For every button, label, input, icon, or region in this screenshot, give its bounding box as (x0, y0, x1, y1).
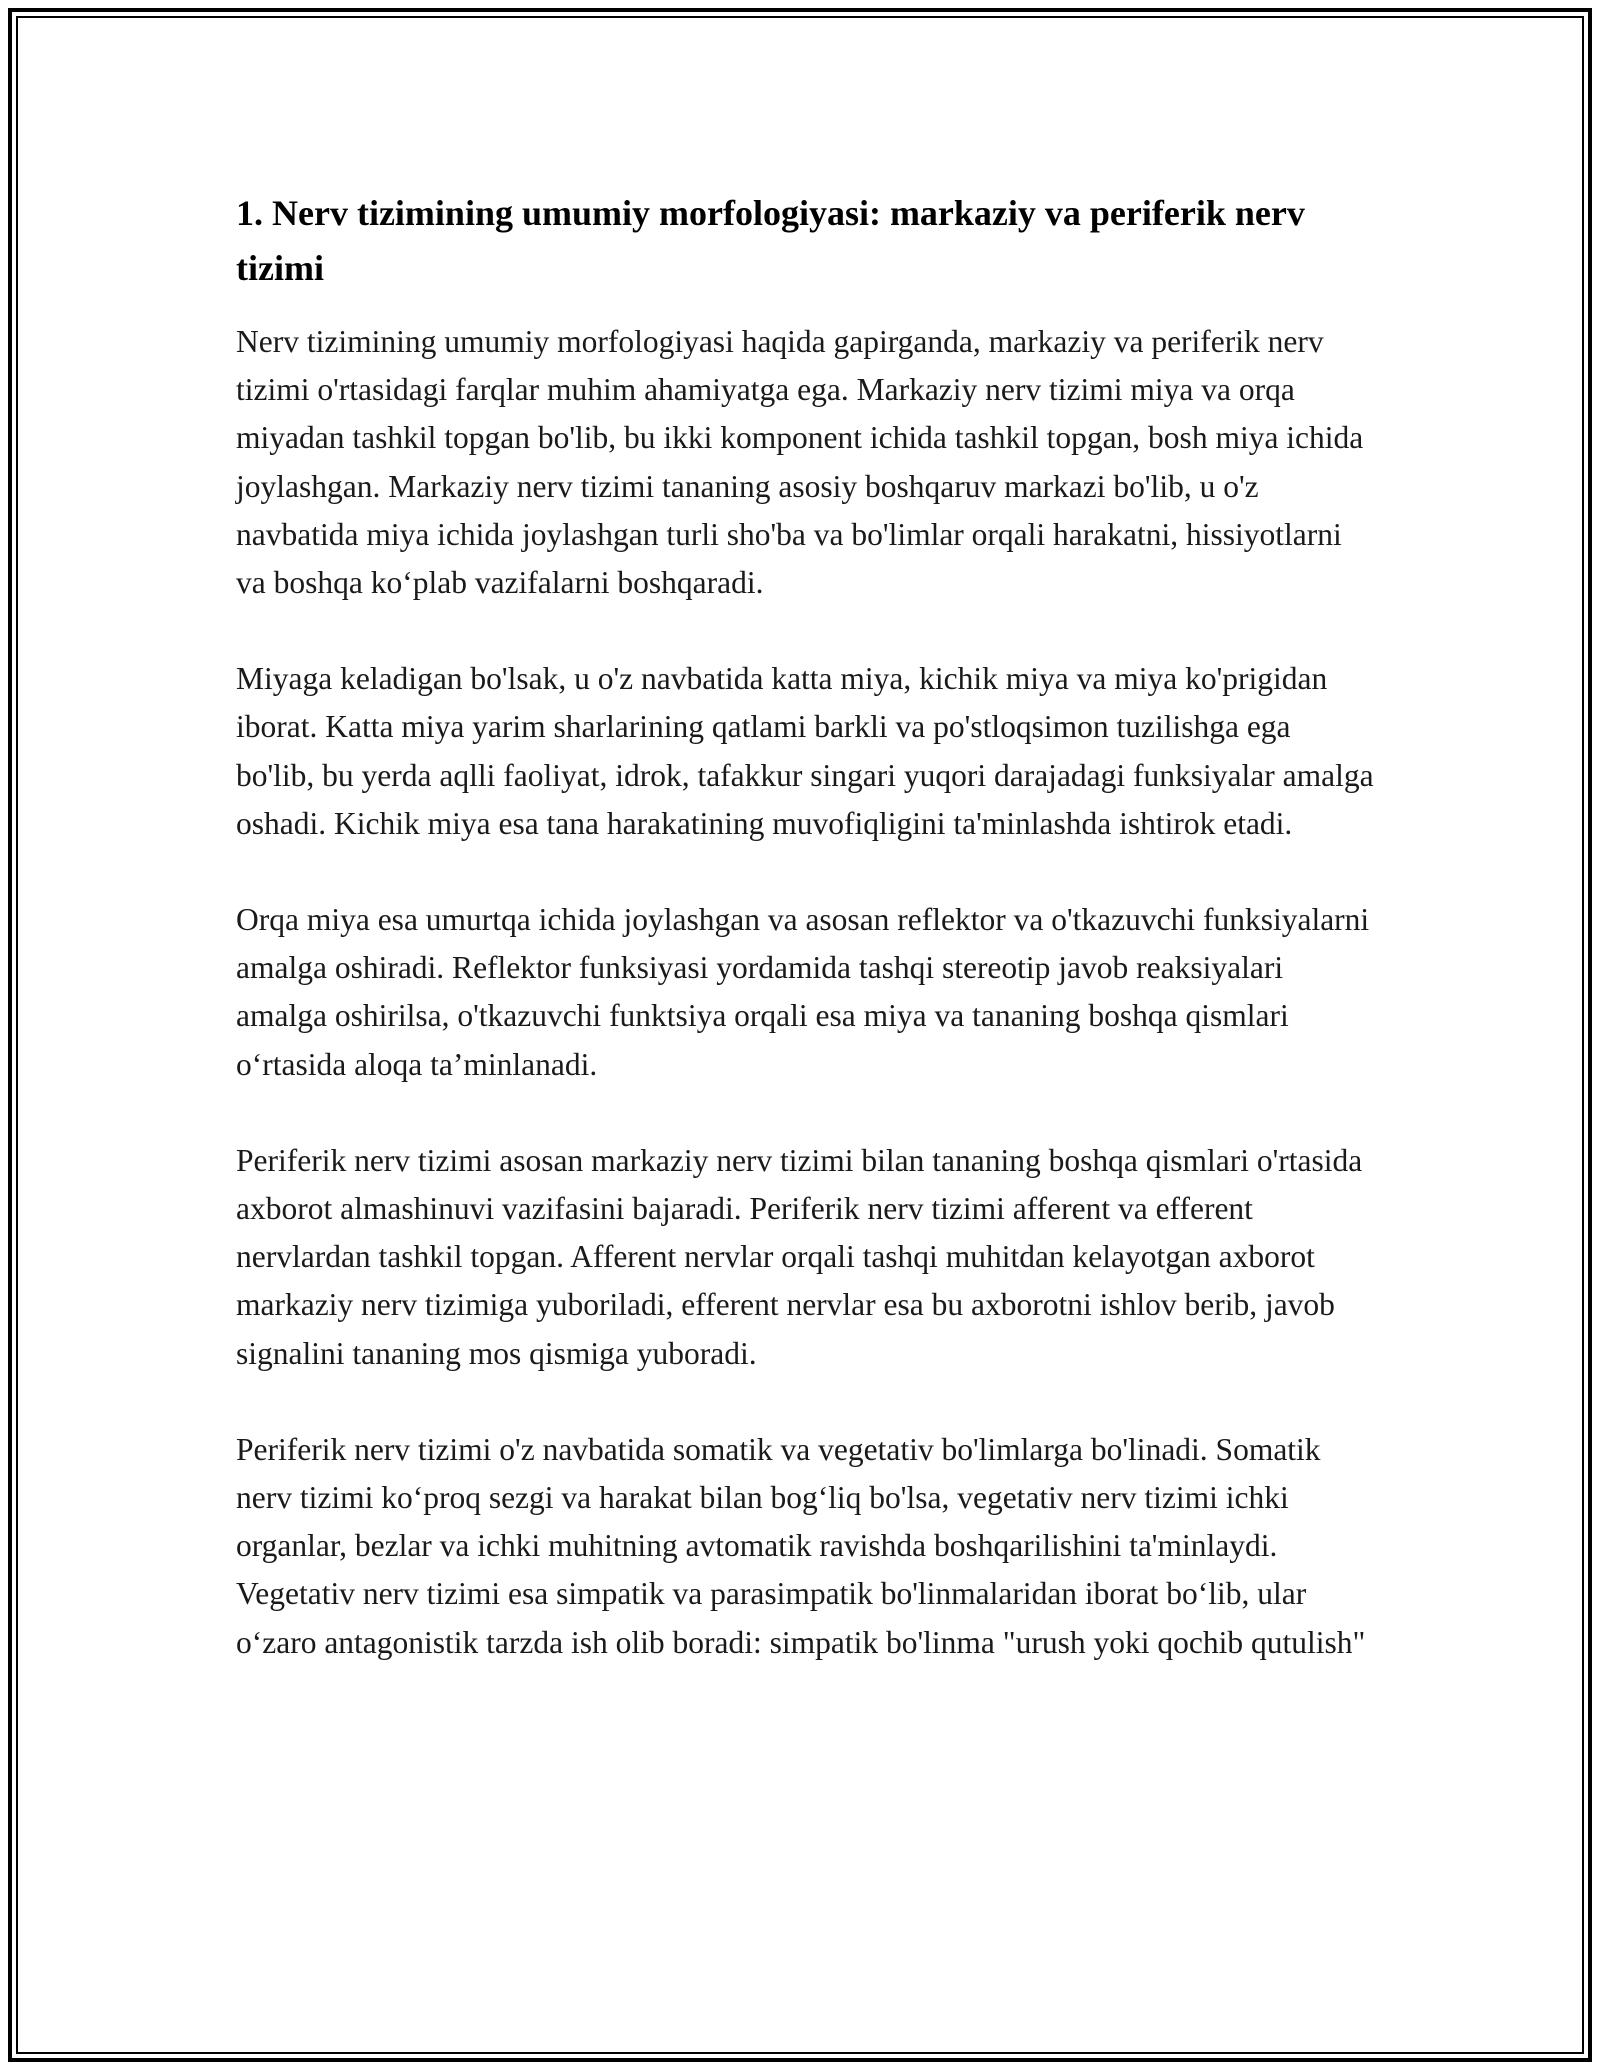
document-body (236, 186, 1376, 1667)
section-heading: 1. Nerv tizimining umumiy morfologiyasi: markaziy va periferik nerv tizimi (236, 193, 1305, 288)
paragraph-spinal-cord: Orqa miya esa umurtqa ichida joylashgan va asosan reflektor va o'tkazuvchi funksiyalarni amalga oshiradi. Reflektor funksiyasi yordamida tashqi stereotip javob reaksiyalari amalga oshirilsa, o'tkazuvchi funktsiya orqali esa miya va tananing boshqa qismlari o‘rtasida aloqa ta’minlanadi. (236, 902, 1370, 1082)
paragraph-somatic-vegetative: Periferik nerv tizimi o'z navbatida somatik va vegetativ bo'limlarga bo'linadi. Somatik nerv tizimi ko‘proq sezgi va harakat bilan bog‘liq bo'lsa, vegetativ nerv tizimi ichki organlar, bezlar va ichki muhitning avtomatik ravishda boshqarilishini ta'minlaydi. Vegetativ nerv tizimi esa simpatik va parasimpatik bo'linmalaridan iborat bo‘lib, ular o‘zaro antagonistik tarzda ish olib boradi: simpatik bo'linma "urush yoki qochib qutulish" (236, 1431, 1366, 1660)
paragraph-central-nervous-system: Nerv tizimining umumiy morfologiyasi haqida gapirganda, markaziy va periferik nerv tizimi o'rtasidagi farqlar muhim ahamiyatga ega. Markaziy nerv tizimi miya va orqa miyadan tashkil topgan bo'lib, bu ikki komponent ichida tashkil topgan, bosh miya ichida joylashgan. Markaziy nerv tizimi tananing asosiy boshqaruv markazi bo'lib, u o'z navbatida miya ichida joylashgan turli sho'ba va bo'limlar orqali harakatni, hissiyotlarni va boshqa ko‘plab vazifalarni boshqaradi. (236, 324, 1364, 601)
paragraph-peripheral-nervous-system: Periferik nerv tizimi asosan markaziy nerv tizimi bilan tananing boshqa qismlari o'rtasida axborot almashinuvi vazifasini bajaradi. Periferik nerv tizimi afferent va efferent nervlardan tashkil topgan. Afferent nervlar orqali tashqi muhitdan kelayotgan axborot markaziy nerv tizimiga yuboriladi, efferent nervlar esa bu axborotni ishlov berib, javob signalini tananing mos qismiga yuboradi. (236, 1142, 1363, 1371)
paragraph-brain: Miyaga keladigan bo'lsak, u o'z navbatida katta miya, kichik miya va miya ko'prigidan iborat. Katta miya yarim sharlarining qatlami barkli va po'stloqsimon tuzilishga ega bo'lib, bu yerda aqlli faoliyat, idrok, tafakkur singari yuqori darajadagi funksiyalar amalga oshadi. Kichik miya esa tana harakatining muvofiqligini ta'minlashda ishtirok etadi. (236, 661, 1374, 841)
